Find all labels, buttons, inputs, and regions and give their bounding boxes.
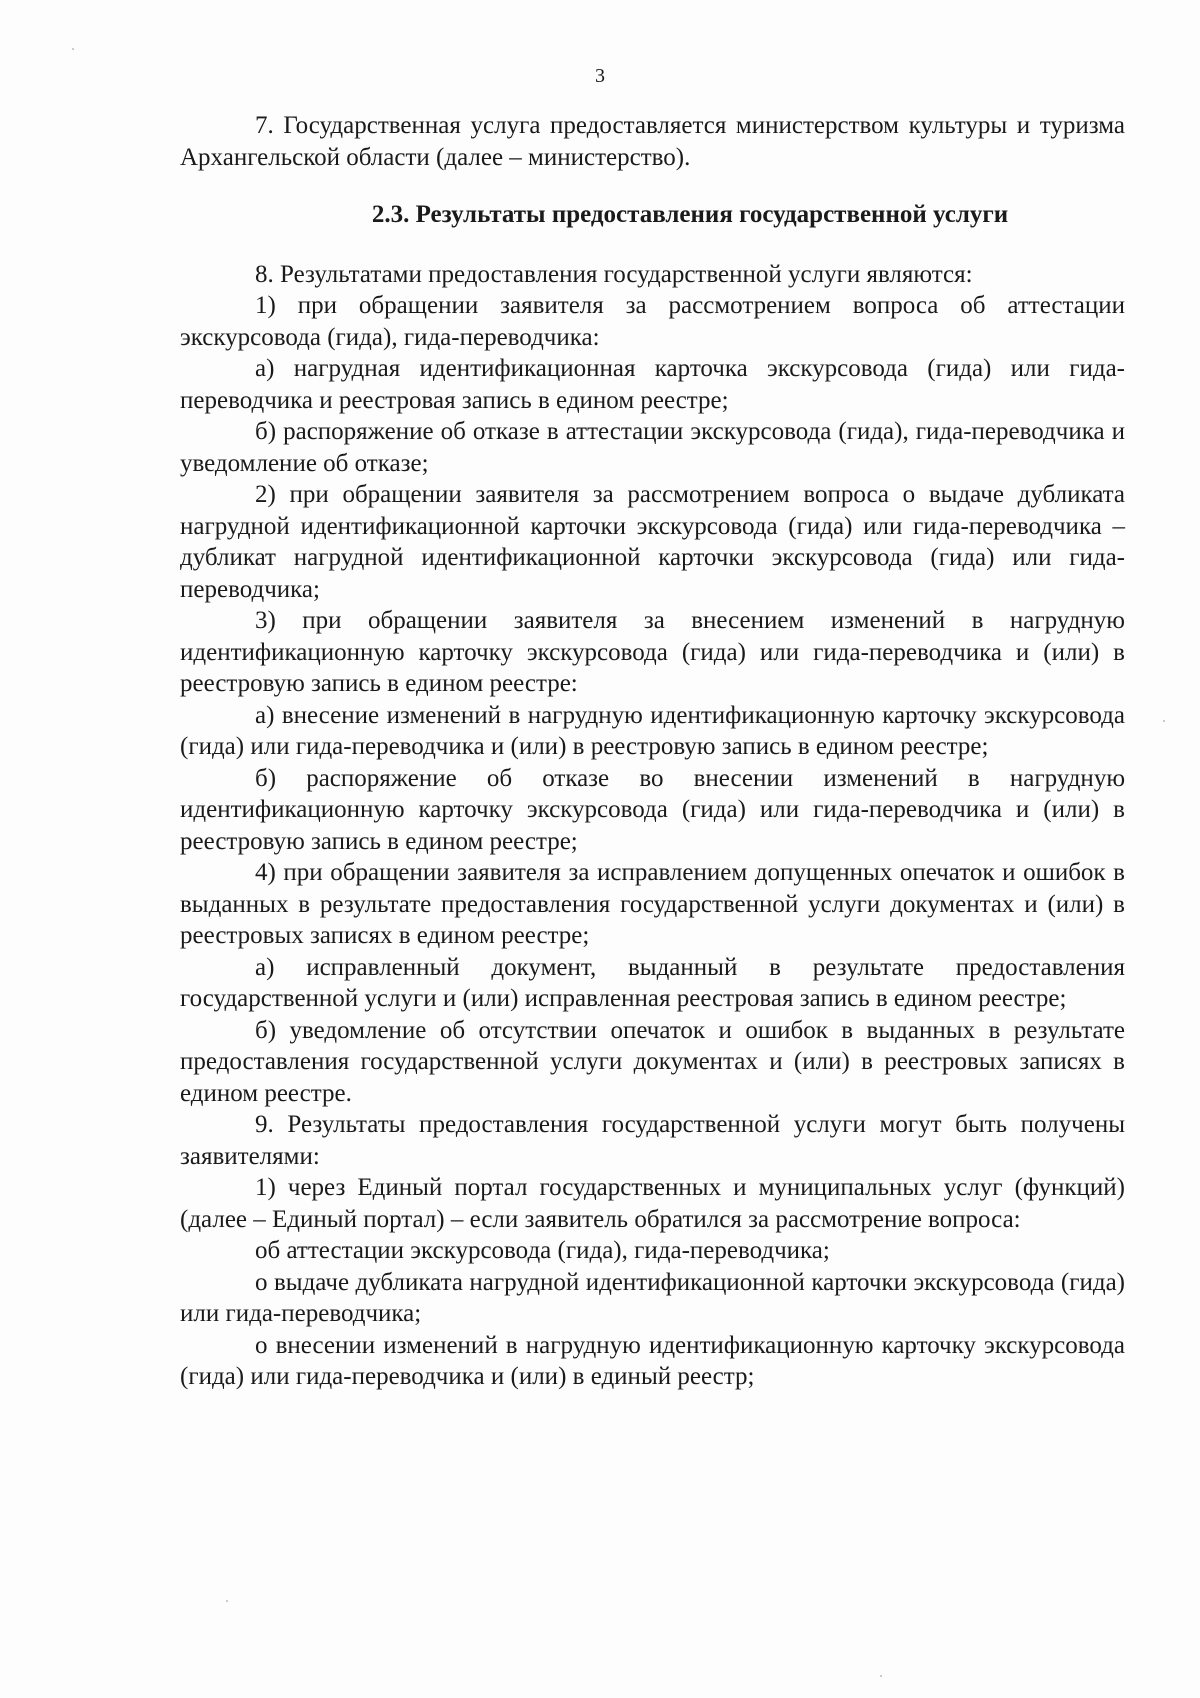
paragraph-9: 9. Результаты предоставления государственной услуги могут быть получены заявителями: bbox=[180, 1111, 1125, 1170]
paragraph-8-1-a: а) нагрудная идентификационная карточка экскурсовода (гида) или гида-переводчика и реестровая запись в едином реестре; bbox=[180, 355, 1125, 414]
paragraph-8-4-a: а) исправленный документ, выданный в результате предоставления государственной услуги и (или) исправленная реестровая запись в едином реестре; bbox=[180, 953, 1125, 1012]
scan-speck bbox=[72, 48, 74, 50]
paragraph-9-1-item-3: о внесении изменений в нагрудную идентификационную карточку экскурсовода (гида) или гида-переводчика и (или) в единый реестр; bbox=[180, 1331, 1125, 1390]
scan-speck bbox=[880, 1675, 882, 1677]
paragraph-8-3-b: б) распоряжение об отказе во внесении изменений в нагрудную идентификационную карточку экскурсовода (гида) или гида-переводчика и (или) в реестровую запись в едином реестре; bbox=[180, 764, 1125, 855]
paragraph-8-3-a: а) внесение изменений в нагрудную идентификационную карточку экскурсовода (гида) или гида-переводчика и (или) в реестровую запись в едином реестре; bbox=[180, 701, 1125, 760]
paragraph-8-3: 3) при обращении заявителя за внесением изменений в нагрудную идентификационную карточку экскурсовода (гида) или гида-переводчика и (или) в реестровую запись в едином реестре: bbox=[180, 607, 1125, 697]
paragraph-8-4-b: б) уведомление об отсутствии опечаток и ошибок в выданных в результате предоставления государственной услуги документах и (или) в реестровых записях в едином реестре. bbox=[180, 1016, 1125, 1107]
scan-speck bbox=[226, 1600, 228, 1602]
document-body bbox=[180, 110, 1125, 1393]
page-number: 3 bbox=[595, 65, 605, 87]
paragraph-8-1-b: б) распоряжение об отказе в аттестации экскурсовода (гида), гида-переводчика и уведомление об отказе; bbox=[180, 418, 1125, 477]
paragraph-8: 8. Результатами предоставления государственной услуги являются: bbox=[255, 260, 973, 288]
paragraph-9-1-item-1: об аттестации экскурсовода (гида), гида-переводчика; bbox=[255, 1237, 830, 1264]
paragraph-8-2: 2) при обращении заявителя за рассмотрением вопроса о выдаче дубликата нагрудной идентификационной карточки экскурсовода (гида) или гида-переводчика – дубликат нагрудной идентификационной карточки экскурсовода (гида) или гида-переводчика; bbox=[180, 481, 1125, 603]
paragraph-8-4: 4) при обращении заявителя за исправлением допущенных опечаток и ошибок в выданных в результате предоставления государственной услуги документах и (или) в реестровых записях в едином реестре; bbox=[180, 859, 1125, 949]
section-heading: 2.3. Результаты предоставления государственной услуги bbox=[371, 201, 1009, 228]
paragraph-8-1: 1) при обращении заявителя за рассмотрением вопроса об аттестации экскурсовода (гида), гида-переводчика: bbox=[180, 292, 1125, 351]
scan-speck bbox=[1163, 720, 1165, 722]
paragraph-7: 7. Государственная услуга предоставляется министерством культуры и туризма Архангельской области (далее – министерство). bbox=[180, 112, 1125, 171]
paragraph-9-1-item-2: о выдаче дубликата нагрудной идентификационной карточки экскурсовода (гида) или гида-переводчика; bbox=[180, 1268, 1125, 1327]
paragraph-9-1: 1) через Единый портал государственных и муниципальных услуг (функций) (далее – Единый портал) – если заявитель обратился за рассмотрение вопроса: bbox=[180, 1174, 1125, 1233]
